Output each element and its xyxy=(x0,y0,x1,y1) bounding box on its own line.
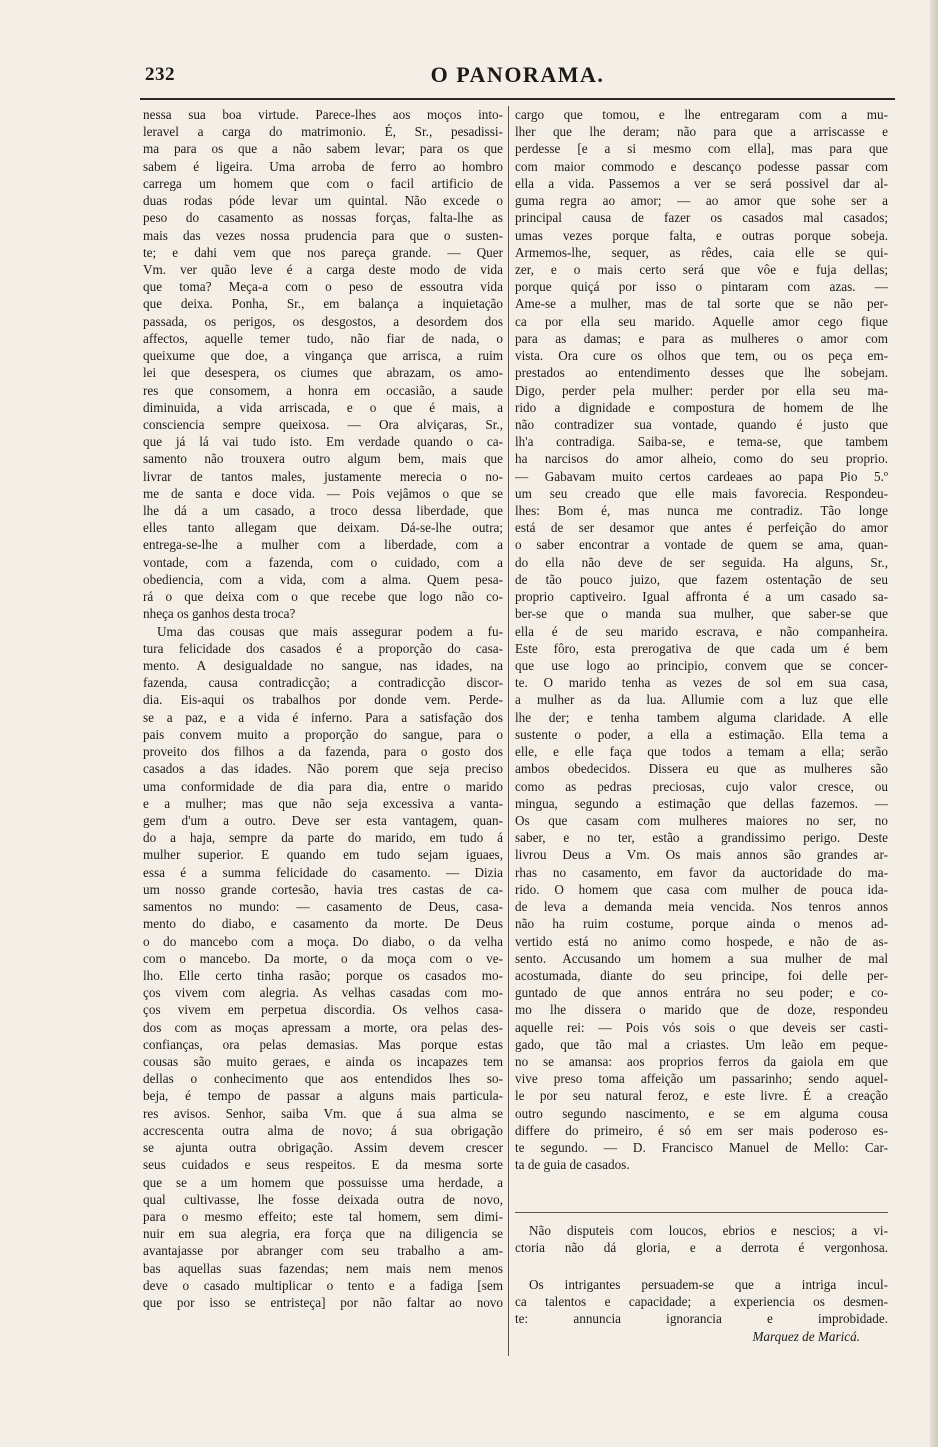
text-line: Vm. ver quão leve é a carga deste modo de vida xyxy=(143,261,503,277)
page-edge xyxy=(930,0,938,1447)
text-line: mulher superior. E quando em tudo sejam iguaes, xyxy=(143,847,503,863)
text-line: Ame-se a mulher, mas de tal sorte que se não per- xyxy=(515,296,888,312)
text-line: differe do primeiro, é só em ser mais poderoso es- xyxy=(515,1122,888,1138)
page-number: 232 xyxy=(145,64,175,85)
text-line: ços vivem com alegria. As velhas casadas com mo- xyxy=(143,985,503,1001)
text-line: lhes: Bom é, mas nunca me contradiz. Tão longe xyxy=(515,503,888,519)
text-line: me de santa e doce vida. — Pois vejâmos o que se xyxy=(143,485,503,501)
text-line: ambos obedecidos. Dissera eu que as mulheres são xyxy=(515,761,888,777)
text-line: vontade, com a fazenda, com o cuidado, com a xyxy=(143,554,503,570)
text-line: se ajunta outra obrigação. Assim devem crescer xyxy=(143,1140,503,1156)
text-line: mento do diabo, e casamento da morte. De Deus xyxy=(143,916,503,932)
text-line: lei que desespera, os ciumes que abrazam, os amo- xyxy=(143,365,503,381)
text-line: proprio captiveiro. Igual affronta é a um casado sa- xyxy=(515,589,888,605)
text-line: dos com as moças apressam a morte, ora pelas des- xyxy=(143,1019,503,1035)
text-line: do a haja, sempre da parte do marido, em tudo á xyxy=(143,830,503,846)
header-rule xyxy=(140,98,895,100)
text-line: avantajasse por abranger com seu trabalho a am- xyxy=(143,1243,503,1259)
text-line: ella a vida. Passemos a ver se será possivel dar al- xyxy=(515,175,888,191)
text-line: samentos no mundo: — casamento de Deus, casa- xyxy=(143,899,503,915)
text-line: dia. Eis-aqui os trabalhos por donde vem. Perde- xyxy=(143,692,503,708)
text-line: rido. O homem que casa com mulher de pouca ida- xyxy=(515,881,888,897)
text-line: seus cuidados e seus respeitos. E da mesma sorte xyxy=(143,1157,503,1173)
text-line: vive preso toma affeição um passarinho; sendo aquel- xyxy=(515,1071,888,1087)
text-line: para as damas; e para as mulheres o amor com xyxy=(515,330,888,346)
text-line: ca por ella seu marido. Aquelle amor cego fique xyxy=(515,313,888,329)
text-line: cousas são muito geraes, e ainda os incapazes tem xyxy=(143,1054,503,1070)
text-line: que se a um homem que possuisse uma herdade, a xyxy=(143,1174,503,1190)
text-line: Os intrigantes persuadem-se que a intriga incul- xyxy=(529,1277,888,1292)
text-line: do ella não deve de ser seguida. Ha alguns, Sr., xyxy=(515,554,888,570)
text-line: nuir em sua alegria, era força que na diligencia se xyxy=(143,1226,503,1242)
text-line: Os que casam com mulheres maiores no ser, no xyxy=(515,812,888,828)
text-line: livrou Deus a Vm. Os mais annos são grandes ar- xyxy=(515,847,888,863)
text-line: ella é de seu marido escrava, e não companheira. xyxy=(515,623,888,639)
text-line: gem d'um a outro. Deve ser esta vantagem, quan- xyxy=(143,812,503,828)
text-line: sabem é ligeira. Uma arroba de ferro ao hombro xyxy=(143,158,503,174)
text-line: nheça os ganhos desta troca? xyxy=(143,606,296,622)
text-line: passada, os perigos, os desgostos, a desordem dos xyxy=(143,313,503,329)
text-line: te: annuncia ignorancia e improbidade. xyxy=(515,1311,888,1327)
text-line: samento não trouxera outro algum bem, mais que xyxy=(143,451,503,467)
text-line: perdesse [e a si mesmo com ella], mas para que xyxy=(515,141,888,157)
text-line: principal causa de fazer os casados mal casados; xyxy=(515,210,888,226)
text-line: como as pedras preciosas, cujo valor cresce, ou xyxy=(515,778,888,794)
text-line: ma para os que a não sabem levar; para os que xyxy=(143,141,503,157)
text-line: te; e dahi vem que nos pareça grande. — Quer xyxy=(143,244,503,260)
text-line: lhe dá a um casado, a troco dessa liberdade, que xyxy=(143,503,503,519)
text-line: le por seu natural feroz, e este livre. É a creação xyxy=(515,1088,888,1104)
text-line: te. O marido tenha as vezes de sol em sua casa, xyxy=(515,675,888,691)
section-rule xyxy=(515,1212,888,1213)
text-line: a mulher as da lua. Allumie com a luz que elle xyxy=(515,692,888,708)
text-line: com o mancebo. Da morte, o da moça com o ve- xyxy=(143,950,503,966)
text-line: prestados ao entendimento desses que lhe sobejam. xyxy=(515,365,888,381)
text-line: não ha ruim costume, porque ainda o menos ad- xyxy=(515,916,888,932)
text-line: um nosso grande cortesão, havia tres castas de ca- xyxy=(143,881,503,897)
signature-author: Marquez de Maricá. xyxy=(752,1329,860,1344)
text-line: de leva a demanda meia vencida. Nos tenros annos xyxy=(515,899,888,915)
text-line: com maior commodo e descanço podesse passar com xyxy=(515,158,888,174)
text-line: nessa sua boa virtude. Parece-lhes aos moços into- xyxy=(143,107,503,122)
text-line: sento. Accusando um homem a sua mulher de mal xyxy=(515,950,888,966)
text-line: accrescenta outra alma de novo; á sua obrigação xyxy=(143,1122,503,1138)
text-line: queixume que doe, a vingança que arrisca, a ruim xyxy=(143,348,503,364)
text-line: não contradizer sua vontade, quando é justo que xyxy=(515,416,888,432)
text-line: ctoria não dá gloria, e a derrota é vergonhosa. xyxy=(515,1240,888,1256)
text-line: lho. Elle certo tinha rasão; porque os casados mo- xyxy=(143,967,503,983)
text-line: bas aquellas suas fazendas; nem mais nem menos xyxy=(143,1260,503,1276)
text-line: o do mancebo com a moça. Do diabo, o da velha xyxy=(143,933,503,949)
text-line: essa é a summa felicidade do casamento. — Dizia xyxy=(143,864,503,880)
text-line: elle, e elle faça que todos a temam a ella; serão xyxy=(515,744,888,760)
text-line: fazenda, causa contradicção; a contradicção discor- xyxy=(143,675,503,691)
text-line: mais das vezes nossa prudencia para que o susten- xyxy=(143,227,503,243)
left-column xyxy=(143,106,503,1311)
text-line: peso do casamento as nossas forças, falta-lhe as xyxy=(143,210,503,226)
text-line: lh'a contradiga. Saiba-se, e tema-se, que tambem xyxy=(515,434,888,450)
text-line: ços vivem em perpetua discordia. Os velhos casa- xyxy=(143,1002,503,1018)
text-line: vista. Ora cure os olhos que tem, ou os peça em- xyxy=(515,348,888,364)
text-line: que por isso se entristeça] por não faltar ao novo xyxy=(143,1295,503,1311)
text-line: pais convem muito a proporção do sangue, para o xyxy=(143,726,503,742)
text-line: o saber encontrar a vontade de quem se ama, quan- xyxy=(515,537,888,553)
text-line: outro segundo nascimento, e se em alguma cousa xyxy=(515,1105,888,1121)
text-line: Armemos-lhe, sequer, as rêdes, caia elle se qui- xyxy=(515,244,888,260)
text-line: que toma? Meça-a com o peso de essoutra vida xyxy=(143,279,503,295)
text-line: rhas no casamento, em favor da auctoridade do ma- xyxy=(515,864,888,880)
text-line: carrega um homem que com o facil artificio de xyxy=(143,175,503,191)
text-line: no se amansa: aos proprios ferros da gaiola em que xyxy=(515,1054,888,1070)
text-line: dellas o conhecimento que aos entendidos lhes so- xyxy=(143,1071,503,1087)
text-line: gado, que tão mal a criastes. Um leão em peque- xyxy=(515,1036,888,1052)
text-line: guntado de que annos entrára no seu poder; e co- xyxy=(515,985,888,1001)
text-line: ta de guia de casados. xyxy=(515,1157,630,1173)
text-line: lhe der; e tenha tambem alguma claridade. A elle xyxy=(515,709,888,725)
text-line: mo lhe dissera o marido que de doze, respondeu xyxy=(515,1002,888,1018)
text-line: zer, e o mais certo será que vôe e fuja dellas; xyxy=(515,261,888,277)
text-line: casados a das idades. Não porem que seja preciso xyxy=(143,761,503,777)
text-line: que use logo ao principio, convem que se concer- xyxy=(515,658,888,673)
page-header xyxy=(140,62,895,94)
text-line: entrega-se-lhe a mulher com a liberdade, com a xyxy=(143,537,503,553)
text-line: aquelle rei: — Pois vós sois o que deveis ser casti- xyxy=(515,1019,888,1035)
text-line: deve o casado multiplicar o tento e a fadiga [sem xyxy=(143,1277,503,1293)
text-line: um seu creado que elle mais favorecia. Respondeu- xyxy=(515,485,888,501)
text-line: livrar de tantos males, justamente merecia o no- xyxy=(143,468,503,484)
text-line: está de ser desamor que antes é perfeição do amor xyxy=(515,520,888,536)
text-line: tura felicidade dos casados é a proporção do casa- xyxy=(143,640,503,656)
text-line: qual cultivasse, lhe fosse deixada outra de novo, xyxy=(143,1191,503,1207)
text-line: porque quiçá por isso o pintaram com azas. — xyxy=(515,279,888,295)
text-line: consciencia sempre queixosa. — Ora alviçaras, Sr., xyxy=(143,416,503,432)
text-line: duas rodas póde levar um quintal. Não excede o xyxy=(143,193,503,209)
text-line: Este fôro, esta prerogativa de que cada um é bem xyxy=(515,640,888,656)
text-line: e a mulher; mas que não seja excessiva a vanta- xyxy=(143,795,503,811)
text-line: uma conformidade de dia para dia, entre o marido xyxy=(143,778,503,794)
text-line: de tão pouco juizo, que fazem ostentação de seu xyxy=(515,571,888,587)
text-line: cargo que tomou, e lhe entregaram com a mu- xyxy=(515,107,888,122)
text-line: te segundo. — D. Francisco Manuel de Mello: Car- xyxy=(515,1140,888,1156)
text-line: res avisos. Senhor, saiba Vm. que á sua alma se xyxy=(143,1105,503,1121)
right-column xyxy=(515,106,888,1174)
text-line: que já lá vai tudo isto. Em verdade quando o ca- xyxy=(143,434,503,450)
text-line: umas vezes porque falta, e outras porque sobeja. xyxy=(515,227,888,243)
text-line: obediencia, com a vida, com a alma. Quem pesa- xyxy=(143,571,503,587)
text-line: guma regra ao amor; — ao amor que sohe ser a xyxy=(515,193,888,209)
text-line: mento. A desigualdade no sangue, nas idades, na xyxy=(143,658,503,673)
text-line: ha narcisos do amor alheio, como do seu proprio. xyxy=(515,451,888,467)
text-line: que deixa. Ponha, Sr., em balança a inquietação xyxy=(143,296,503,312)
text-line: acostumada, diante do seu principe, foi delle per- xyxy=(515,967,888,983)
text-line: rá o que deixa com o que recebe que logo não co- xyxy=(143,589,503,605)
text-line: saber, e no ter, estão a grandissimo perigo. Deste xyxy=(515,830,888,846)
maxim-loucos xyxy=(515,1222,888,1256)
text-line: leravel a carga do matrimonio. É, Sr., pesadissi- xyxy=(143,124,503,140)
journal-title: O PANORAMA. xyxy=(430,62,605,87)
text-line: elles tanto allegam que deixam. Dá-se-lhe outra; xyxy=(143,520,503,536)
text-line: confianças, ora pelas demasias. Mas porque estas xyxy=(143,1036,503,1052)
text-line: se a paz, e a vida é inferno. Para a satisfação dos xyxy=(143,709,503,725)
text-line: sustente o poder, a ella a estimação. Ella tema a xyxy=(515,726,888,742)
text-line: beja, é tempo de passar a alguns mais particula- xyxy=(143,1088,503,1104)
text-line: para o mesmo effeito; este tal homem, sem dimi- xyxy=(143,1209,503,1224)
text-line: Não disputeis com loucos, ebrios e nescios; a vi- xyxy=(529,1223,888,1238)
text-line: — Gabavam muito certos cardeaes ao papa Pio 5.º xyxy=(515,468,888,484)
text-line: affectos, aquelle temer tudo, não fiar de nada, o xyxy=(143,330,503,346)
text-line: diminuida, a vida arriscada, e o que é mais, a xyxy=(143,399,503,415)
text-line: rido a dignidade e compostura de homem de lhe xyxy=(515,399,888,415)
text-line: Uma das cousas que mais assegurar podem a fu- xyxy=(157,623,503,639)
text-line: lher que lhe deram; não para que a arriscasse e xyxy=(515,124,888,140)
text-line: ca talentos e capacidade; a experiencia os desmen- xyxy=(515,1294,888,1310)
text-line: vertido está no animo como hospede, e não de as- xyxy=(515,933,888,949)
column-divider xyxy=(508,106,509,1356)
text-line: proveito dos filhos a da fazenda, para o gosto dos xyxy=(143,744,503,760)
text-line: res que consomem, a honra em occasião, a saude xyxy=(143,382,503,398)
text-line: mingua, segundo a estimação que dellas fazemos. — xyxy=(515,795,888,811)
text-line: Digo, perder pela mulher: perder por ella seu ma- xyxy=(515,382,888,398)
maxim-intrigantes xyxy=(515,1276,888,1328)
text-line: ber-se que o manda sua mulher, que saber-se que xyxy=(515,606,888,622)
